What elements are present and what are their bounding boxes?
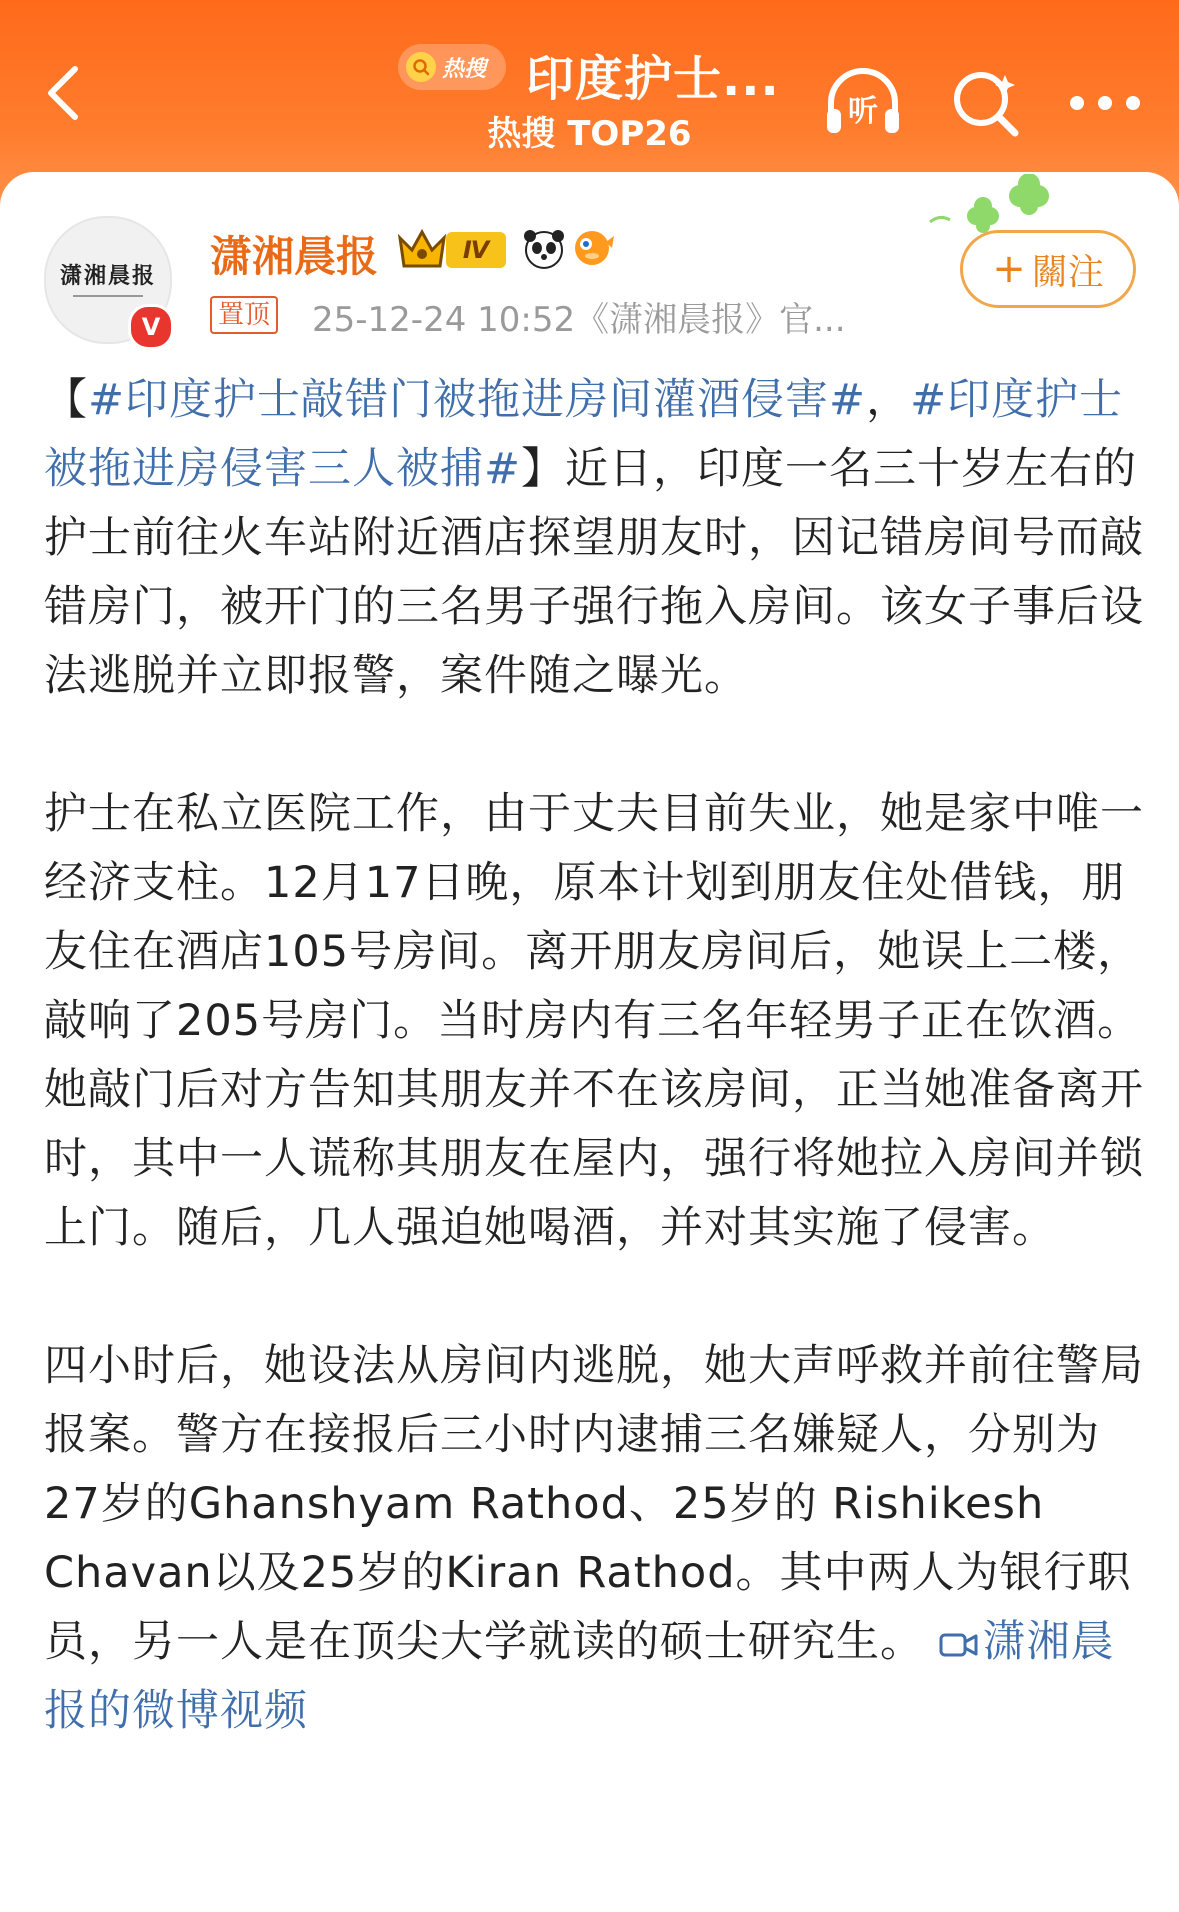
- avatar-logo-sub: [73, 292, 143, 301]
- search-button[interactable]: [940, 58, 1030, 148]
- svg-text:听: 听: [848, 94, 878, 129]
- pufferfish-icon: [570, 226, 614, 270]
- post-paragraph-2: 护士在私立医院工作，由于丈夫目前失业，她是家中唯一经济支柱。12月17日晚，原本计划到朋友住处借钱，朋友住在酒店105号房间。离开朋友房间后，她误上二楼，敲响了205号房门。当时房内有三名年轻男子正在饮酒。她敲门后对方告知其朋友并不在该房间，正当她准备离开时，其中一人谎称其朋友在屋内，强行将她拉入房间并锁上门。随后，几人强迫她喝酒，并对其实施了侵害。: [44, 789, 1144, 1253]
- topic-separator: ，: [866, 375, 911, 425]
- follow-button[interactable]: [960, 230, 1136, 308]
- listen-icon: [821, 63, 905, 143]
- hot-rank-subtitle: 热搜 TOP26: [487, 114, 692, 154]
- listen-button[interactable]: [818, 58, 908, 148]
- author-name[interactable]: 潇湘晨报: [210, 232, 379, 281]
- more-button[interactable]: [1060, 58, 1150, 148]
- follow-label: 關注: [1031, 251, 1104, 293]
- plus-icon: +: [992, 246, 1026, 292]
- post-meta: 25-12-24 10:52《潇湘晨报》官...: [312, 300, 846, 340]
- paragraph-3-text: 四小时后，她设法从房间内逃脱，她大声呼救并前往警局报案。警方在接报后三小时内逮捕三名嫌疑人，分别为27岁的Ghanshyam Rathod、25岁的 Rishikesh Chavan以及25岁的Kiran Rathod。其中两人为银行职员，另一人是在顶尖大学就读的硕士研究生。: [44, 1341, 1144, 1667]
- open-bracket: 【: [44, 375, 88, 425]
- post-body: [44, 366, 1144, 1746]
- post-paragraph-1: [44, 366, 1144, 711]
- pinned-badge: 置顶: [210, 296, 278, 334]
- search-small-icon: [406, 52, 436, 82]
- topic-link-1[interactable]: #印度护士敲错门被拖进房间灌酒侵害#: [88, 375, 867, 425]
- post-card: [0, 172, 1179, 1912]
- panda-icon: [522, 226, 566, 270]
- hot-badge-label: 热搜: [442, 56, 487, 82]
- level-badge: Ⅳ: [446, 232, 506, 268]
- hot-search-badge[interactable]: [398, 44, 506, 90]
- avatar-logo-text: 潇湘晨报: [59, 263, 156, 289]
- close-bracket: 】: [521, 444, 566, 494]
- video-link-label: 潇湘晨报的微博视频: [44, 1617, 1115, 1736]
- verified-badge: V: [128, 304, 174, 350]
- topic-link-2[interactable]: #印度护士被拖进房侵害三人被捕#: [44, 375, 1124, 494]
- paragraph-1-text: 近日，印度一名三十岁左右的护士前往火车站附近酒店探望朋友时，因记错房间号而敲错房门，被开门的三名男子强行拖入房间。该女子事后设法逃脱并立即报警，案件随之曝光。: [44, 444, 1144, 701]
- crown-icon: [396, 226, 448, 272]
- post-paragraph-3: [44, 1332, 1144, 1746]
- more-icon: [1067, 93, 1143, 113]
- video-camera-icon: [939, 1630, 979, 1660]
- search-icon: [949, 67, 1021, 139]
- page-title: 印度护士...: [526, 51, 780, 107]
